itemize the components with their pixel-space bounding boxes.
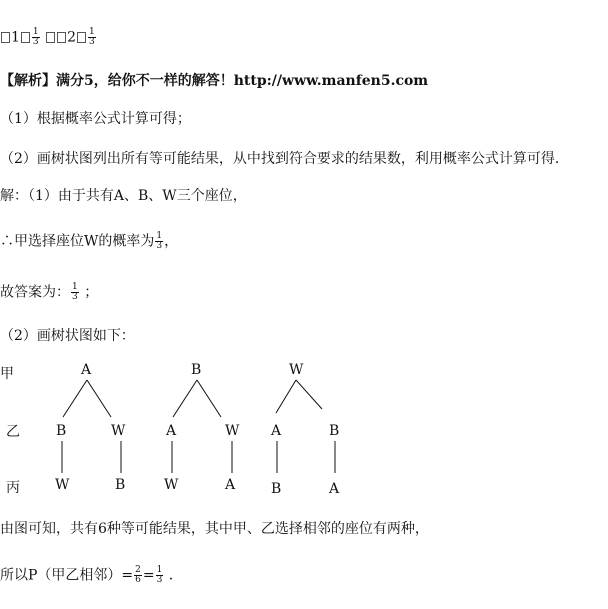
answer-tail: ； xyxy=(84,284,99,301)
missing-glyph-icon xyxy=(57,32,66,43)
probability-fraction-b: $\frac{1}{3}$ xyxy=(156,565,163,585)
solution-intro: 解：（1）由于共有A、B、W三个座位， xyxy=(0,188,247,204)
row-label-jia: 甲 xyxy=(0,366,14,382)
answer-text: 故答案为： xyxy=(0,284,70,301)
tree-node-level1: A xyxy=(81,362,92,378)
tree-edge xyxy=(63,380,87,417)
tree-edge xyxy=(276,380,296,413)
tree-node-level2: A xyxy=(271,423,282,439)
missing-glyph-icon xyxy=(46,32,55,43)
tree-node-level1: W xyxy=(289,362,304,378)
tree-node-level2: B xyxy=(329,423,340,439)
probability-text: ∴甲选择座位W的概率为 xyxy=(0,233,155,250)
tree-node-level3: B xyxy=(115,477,126,493)
tree-node-level2: W xyxy=(225,423,240,439)
equals-sign: = xyxy=(142,567,155,584)
tree-node-level3: W xyxy=(55,477,70,493)
conclusion-tail: ． xyxy=(168,567,183,584)
tree-node-level3: B xyxy=(271,481,282,497)
tree-node-level3: A xyxy=(329,481,340,497)
tree-intro: （2）画树状图如下： xyxy=(0,328,135,344)
tree-node-level2: B xyxy=(56,423,67,439)
answer-line xyxy=(0,28,97,47)
row-label-bing: 丙 xyxy=(6,480,20,496)
tree-node-level3: W xyxy=(164,477,179,493)
row-label-yi: 乙 xyxy=(6,424,20,440)
tree-diagram xyxy=(0,355,608,505)
answer-part1: 1 xyxy=(11,29,20,46)
missing-glyph-icon xyxy=(1,32,10,43)
tree-node-level2: W xyxy=(111,423,126,439)
solution-probability-line xyxy=(0,232,178,251)
missing-glyph-icon xyxy=(21,32,30,43)
probability-tail: ， xyxy=(164,233,179,250)
tree-edge xyxy=(87,380,111,417)
conclusion-text: 由图可知，共有6种等可能结果，其中甲、乙选择相邻的座位有两种， xyxy=(0,521,429,537)
analysis-step-1: （1）根据概率公式计算可得； xyxy=(0,111,191,127)
analysis-step-2: （2）画树状图列出所有等可能结果，从中找到符合要求的结果数，利用概率公式计算可得． xyxy=(0,151,569,167)
tree-node-level3: A xyxy=(225,477,236,493)
tree-edge xyxy=(173,380,197,417)
probability-prefix: 所以P（甲乙相邻）= xyxy=(0,567,134,584)
solution-answer-line xyxy=(0,283,98,302)
analysis-heading: 【解析】满分5，给你不一样的解答！http://www.manfen5.com xyxy=(0,73,429,89)
conclusion-probability xyxy=(0,566,183,585)
answer-fraction-1: $\frac{1}{3}$ xyxy=(32,27,39,47)
tree-edge xyxy=(197,380,221,417)
missing-glyph-icon xyxy=(77,32,86,43)
answer-part2: 2 xyxy=(67,29,77,46)
answer-fraction: $\frac{1}{3}$ xyxy=(72,282,78,302)
tree-node-level2: A xyxy=(166,423,177,439)
probability-fraction-a: $\frac{2}{6}$ xyxy=(135,565,141,585)
answer-fraction-2: $\frac{1}{3}$ xyxy=(89,27,95,47)
tree-node-level1: B xyxy=(191,362,202,378)
probability-fraction: $\frac{1}{3}$ xyxy=(156,231,163,251)
tree-edge xyxy=(296,380,322,409)
